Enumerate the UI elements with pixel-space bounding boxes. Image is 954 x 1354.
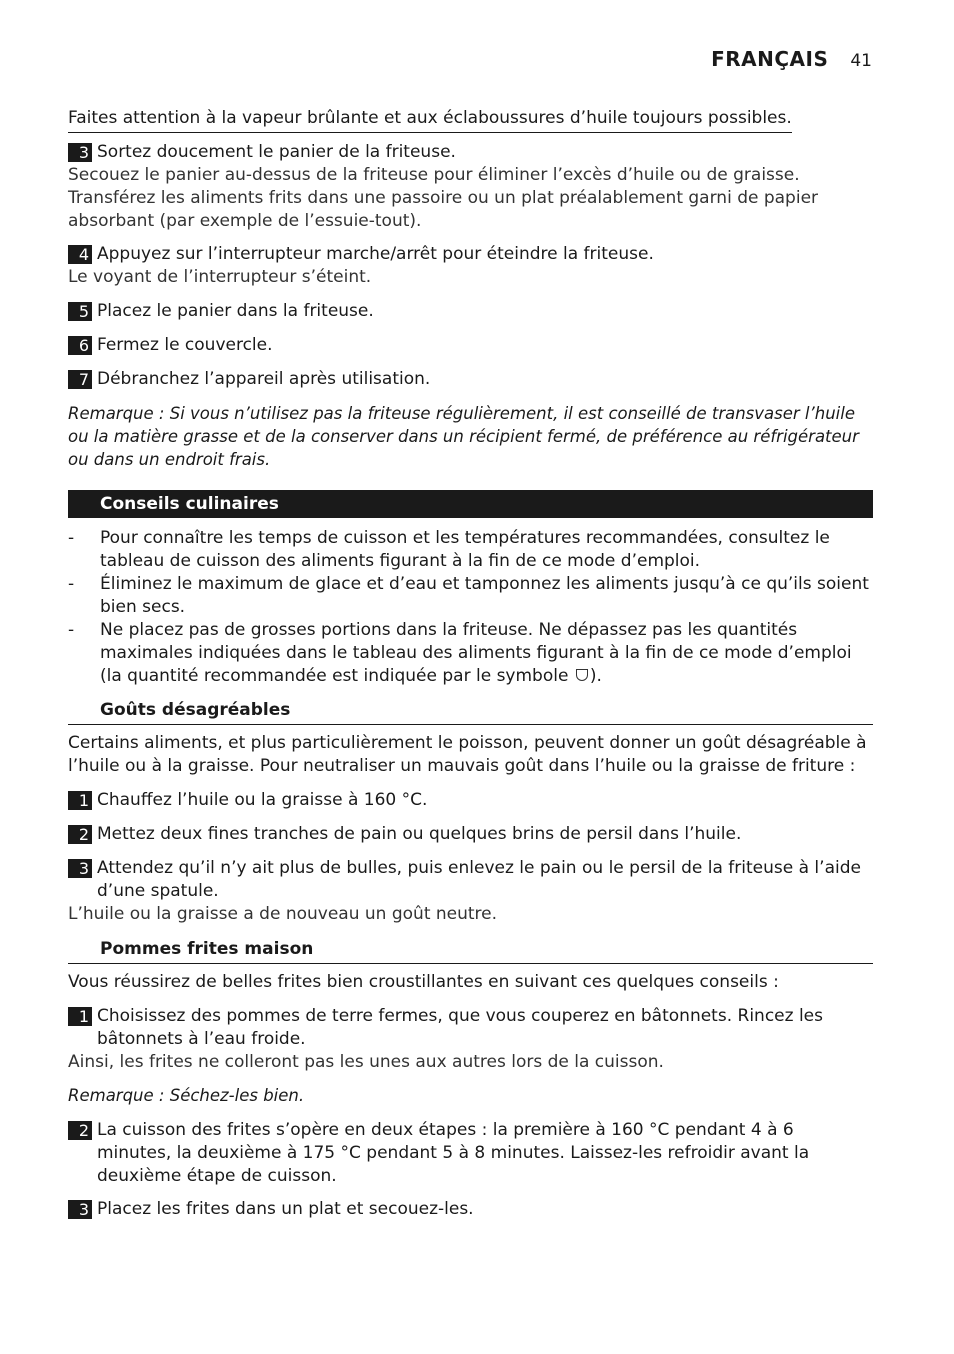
step-6-close-lid [68,334,873,357]
step-text: Placez le panier dans la friteuse. [97,301,374,321]
step-detail: Secouez le panier au-dessus de la friteuse pour éliminer l’excès d’huile ou de graisse. Transférez les aliments frits dans une passoire ou un plat préalablement garni de papier absorbant (par exemple de l’essuie-tout). [68,165,819,231]
tastes-step-3 [68,857,873,926]
step-number: 1 [68,791,92,810]
section-heading-unpleasant-tastes: Goûts désagréables [68,698,873,725]
step-text: Choisissez des pommes de terre fermes, que vous couperez en bâtonnets. Rincez les bâtonnets à l’eau froide. [97,1006,823,1049]
fries-step-1 [68,1005,873,1074]
step-number: 7 [68,370,92,389]
step-text: Chauffez l’huile ou la graisse à 160 °C. [97,790,428,810]
step-detail: Le voyant de l’interrupteur s’éteint. [68,267,372,287]
step-number: 3 [68,859,92,878]
fries-step-2 [68,1119,873,1188]
step-7-unplug [68,368,873,391]
step-detail: L’huile ou la graisse a de nouveau un goût neutre. [68,904,498,924]
step-number: 1 [68,1007,92,1026]
step-number: 3 [68,1200,92,1219]
page-header [711,47,872,71]
step-text: Appuyez sur l’interrupteur marche/arrêt pour éteindre la friteuse. [97,244,654,264]
step-text: Attendez qu’il n’y ait plus de bulles, puis enlevez le pain ou le persil de la friteuse à l’aide d’une spatule. [97,858,861,901]
tastes-step-1 [68,789,873,812]
quantity-symbol-icon [576,669,588,681]
step-number: 2 [68,1121,92,1140]
step-text: Sortez doucement le panier de la friteuse. [97,142,456,162]
page-number: 41 [850,51,872,71]
step-text: Débranchez l’appareil après utilisation. [97,369,431,389]
tastes-step-2 [68,823,873,846]
step-text: Fermez le couvercle. [97,335,273,355]
step-detail: Ainsi, les frites ne colleront pas les unes aux autres lors de la cuisson. [68,1052,664,1072]
step-number: 3 [68,143,92,162]
section-heading-homemade-fries: Pommes frites maison [68,937,873,964]
fries-step-3 [68,1198,873,1221]
step-5-place-basket [68,300,873,323]
step-text: Placez les frites dans un plat et secouez-les. [97,1199,474,1219]
fries-intro: Vous réussirez de belles frites bien croustillantes en suivant ces quelques conseils : [68,972,779,992]
storage-note: Remarque : Si vous n’utilisez pas la friteuse régulièrement, il est conseillé de transvaser l’huile ou la matière grasse et de la conserver dans un récipient fermé, de préférence au réfrigérateur ou dans un endroit frais. [68,404,859,469]
step-text: Mettez deux fines tranches de pain ou quelques brins de persil dans l’huile. [97,824,742,844]
safety-warning [68,107,873,133]
tastes-intro: Certains aliments, et plus particulièrement le poisson, peuvent donner un goût désagréable à l’huile ou à la graisse. Pour neutraliser un mauvais goût dans l’huile ou la graisse de friture : [68,733,867,776]
step-number: 6 [68,336,92,355]
language-label: FRANÇAIS [711,47,829,71]
warning-text: Faites attention à la vapeur brûlante et aux éclaboussures d’huile toujours possibles. [68,107,792,133]
list-item: - Pour connaître les temps de cuisson et les températures recommandées, consultez le tableau de cuisson des aliments figurant à la fin de ce mode d’emploi. [68,528,830,571]
step-number: 2 [68,825,92,844]
cooking-tips-list [68,527,873,688]
list-item: - Ne placez pas de grosses portions dans la friteuse. Ne dépassez pas les quantités maximales indiquées dans le tableau des aliments figurant à la fin de ce mode d’emploi (la quantité recommandée est indiquée par le symbole ). [68,620,852,686]
fries-note: Remarque : Séchez-les bien. [68,1086,305,1105]
step-text: La cuisson des frites s’opère en deux étapes : la première à 160 °C pendant 4 à 6 minutes, la deuxième à 175 °C pendant 5 à 8 minutes. Laissez-les refroidir avant la deuxième étape de cuisson. [97,1120,810,1186]
step-3-remove-basket [68,141,873,233]
section-heading-cooking-tips: Conseils culinaires [68,490,873,518]
list-item: - Éliminez le maximum de glace et d’eau et tamponnez les aliments jusqu’à ce qu’ils soient bien secs. [68,574,869,617]
step-4-switch-off [68,243,873,289]
step-number: 4 [68,245,92,264]
step-number: 5 [68,302,92,321]
